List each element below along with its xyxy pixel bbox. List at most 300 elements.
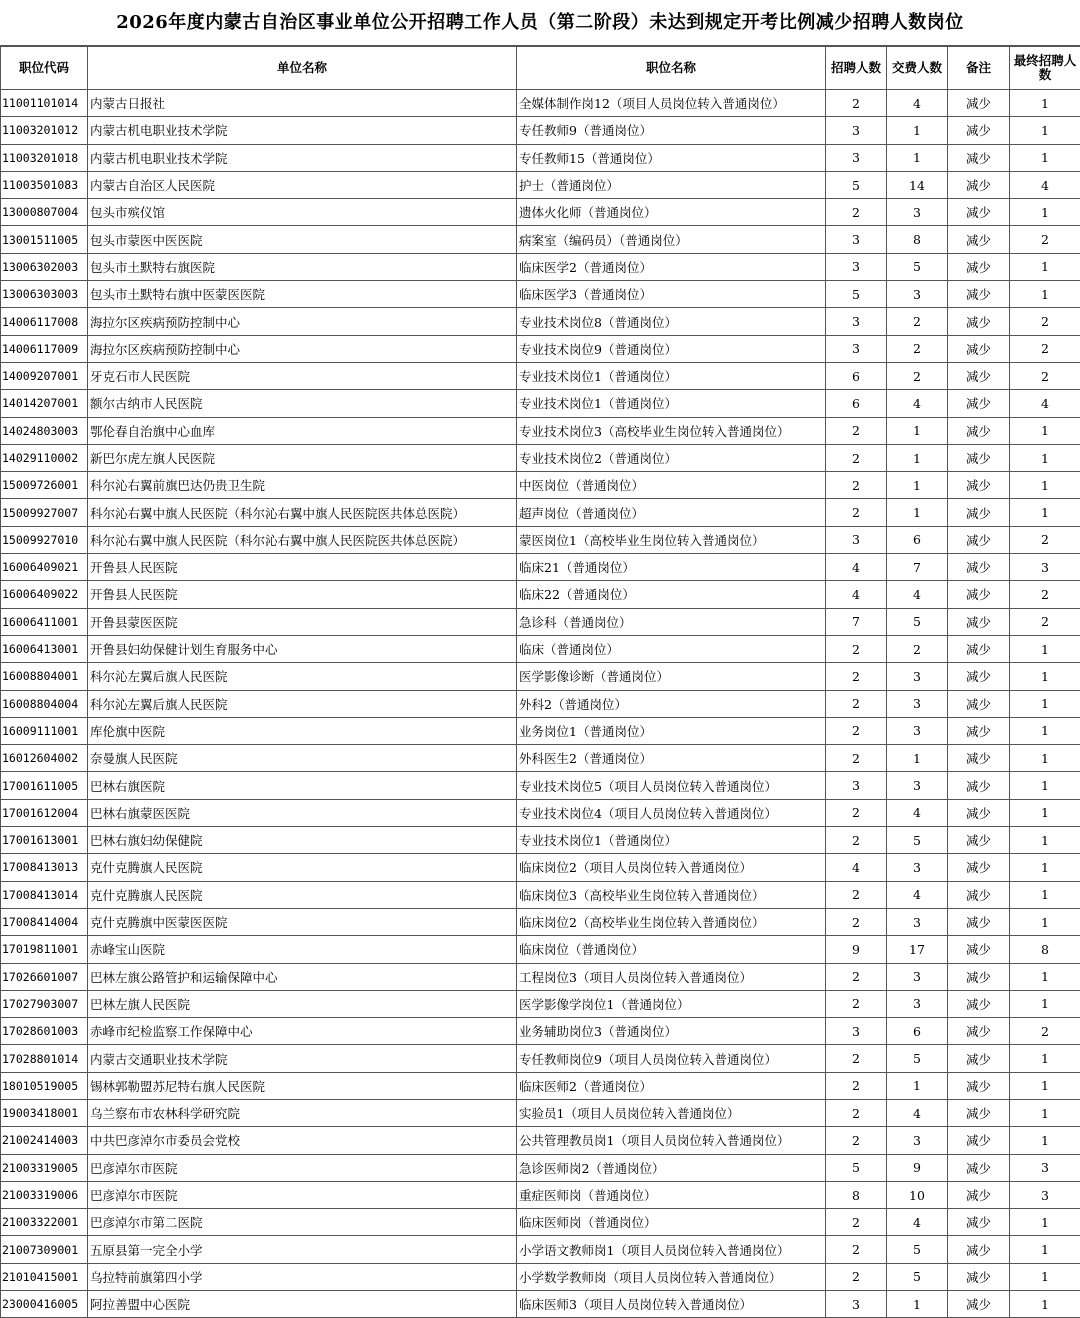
cell-recruit-count: 3: [826, 526, 887, 553]
cell-final-count: 1: [1010, 1263, 1080, 1290]
cell-unit-name: 锡林郭勒盟苏尼特右旗人民医院: [88, 1072, 517, 1099]
table-body: [1, 90, 1080, 1318]
cell-recruit-count: 2: [826, 635, 887, 662]
cell-unit-name: 科尔沁左翼后旗人民医院: [88, 663, 517, 690]
cell-final-count: 1: [1010, 799, 1080, 826]
cell-paid-count: 3: [887, 1127, 948, 1154]
cell-final-count: 2: [1010, 226, 1080, 253]
cell-final-count: 3: [1010, 1181, 1080, 1208]
cell-final-count: 1: [1010, 908, 1080, 935]
header-paid-count: 交费人数: [887, 47, 948, 90]
cell-paid-count: 4: [887, 1209, 948, 1236]
table-row: [1, 990, 1080, 1017]
cell-final-count: 1: [1010, 253, 1080, 280]
cell-position-name: 遗体火化师（普通岗位）: [517, 199, 826, 226]
table-row: [1, 1127, 1080, 1154]
cell-note: 减少: [948, 171, 1010, 198]
cell-final-count: 1: [1010, 472, 1080, 499]
cell-position-name: 临床21（普通岗位）: [517, 554, 826, 581]
cell-position-code: 14006117008: [1, 308, 88, 335]
cell-note: 减少: [948, 772, 1010, 799]
cell-final-count: 1: [1010, 1209, 1080, 1236]
table-row: [1, 581, 1080, 608]
cell-note: 减少: [948, 581, 1010, 608]
cell-paid-count: 1: [887, 417, 948, 444]
cell-position-name: 临床医学3（普通岗位）: [517, 281, 826, 308]
cell-recruit-count: 2: [826, 799, 887, 826]
cell-position-name: 专业技术岗位1（普通岗位）: [517, 362, 826, 389]
table-row: [1, 472, 1080, 499]
cell-position-name: 专业技术岗位4（项目人员岗位转入普通岗位）: [517, 799, 826, 826]
cell-paid-count: 17: [887, 936, 948, 963]
table-row: [1, 799, 1080, 826]
cell-position-code: 15009726001: [1, 472, 88, 499]
cell-unit-name: 巴林左旗人民医院: [88, 990, 517, 1017]
cell-position-code: 17027903007: [1, 990, 88, 1017]
cell-unit-name: 科尔沁右翼前旗巴达仍贵卫生院: [88, 472, 517, 499]
cell-recruit-count: 2: [826, 1099, 887, 1126]
cell-position-name: 专业技术岗位9（普通岗位）: [517, 335, 826, 362]
cell-final-count: 2: [1010, 308, 1080, 335]
cell-paid-count: 3: [887, 990, 948, 1017]
cell-unit-name: 赤峰宝山医院: [88, 936, 517, 963]
cell-recruit-count: 2: [826, 1127, 887, 1154]
table-row: [1, 362, 1080, 389]
cell-unit-name: 包头市土默特右旗中医蒙医医院: [88, 281, 517, 308]
header-position-name: 职位名称: [517, 47, 826, 90]
table-row: [1, 854, 1080, 881]
table-header-row: [1, 47, 1080, 90]
cell-position-code: 17008414004: [1, 908, 88, 935]
cell-position-name: 超声岗位（普通岗位）: [517, 499, 826, 526]
cell-position-name: 临床医师3（项目人员岗位转入普通岗位）: [517, 1291, 826, 1318]
cell-unit-name: 克什克腾旗中医蒙医医院: [88, 908, 517, 935]
table-row: [1, 963, 1080, 990]
cell-unit-name: 内蒙古自治区人民医院: [88, 171, 517, 198]
cell-paid-count: 2: [887, 335, 948, 362]
cell-note: 减少: [948, 745, 1010, 772]
cell-position-code: 15009927010: [1, 526, 88, 553]
cell-note: 减少: [948, 1127, 1010, 1154]
header-position-code: 职位代码: [1, 47, 88, 90]
cell-note: 减少: [948, 690, 1010, 717]
table-row: [1, 171, 1080, 198]
cell-unit-name: 巴林右旗医院: [88, 772, 517, 799]
cell-position-name: 病案室（编码员）（普通岗位）: [517, 226, 826, 253]
cell-final-count: 1: [1010, 717, 1080, 744]
cell-unit-name: 内蒙古日报社: [88, 90, 517, 117]
cell-position-code: 17028601003: [1, 1018, 88, 1045]
cell-paid-count: 2: [887, 362, 948, 389]
cell-position-name: 工程岗位3（项目人员岗位转入普通岗位）: [517, 963, 826, 990]
cell-position-name: 专业技术岗位1（普通岗位）: [517, 827, 826, 854]
header-unit-name: 单位名称: [88, 47, 517, 90]
cell-note: 减少: [948, 1045, 1010, 1072]
cell-paid-count: 5: [887, 253, 948, 280]
cell-note: 减少: [948, 936, 1010, 963]
cell-note: 减少: [948, 990, 1010, 1017]
table-row: [1, 1072, 1080, 1099]
cell-unit-name: 牙克石市人民医院: [88, 362, 517, 389]
cell-recruit-count: 2: [826, 1236, 887, 1263]
cell-paid-count: 9: [887, 1154, 948, 1181]
cell-recruit-count: 3: [826, 226, 887, 253]
cell-position-name: 专任教师岗位9（项目人员岗位转入普通岗位）: [517, 1045, 826, 1072]
cell-position-name: 专业技术岗位1（普通岗位）: [517, 390, 826, 417]
cell-unit-name: 乌兰察布市农林科学研究院: [88, 1099, 517, 1126]
cell-position-code: 11003501083: [1, 171, 88, 198]
cell-recruit-count: 2: [826, 1072, 887, 1099]
cell-position-name: 护士（普通岗位）: [517, 171, 826, 198]
table-row: [1, 90, 1080, 117]
cell-note: 减少: [948, 717, 1010, 744]
cell-paid-count: 3: [887, 199, 948, 226]
cell-position-code: 21003319006: [1, 1181, 88, 1208]
cell-paid-count: 5: [887, 608, 948, 635]
cell-position-name: 急诊科（普通岗位）: [517, 608, 826, 635]
table-row: [1, 608, 1080, 635]
cell-note: 减少: [948, 226, 1010, 253]
cell-final-count: 8: [1010, 936, 1080, 963]
cell-note: 减少: [948, 472, 1010, 499]
table-row: [1, 690, 1080, 717]
cell-note: 减少: [948, 554, 1010, 581]
cell-final-count: 1: [1010, 417, 1080, 444]
cell-unit-name: 巴林右旗蒙医医院: [88, 799, 517, 826]
cell-note: 减少: [948, 908, 1010, 935]
cell-note: 减少: [948, 663, 1010, 690]
cell-paid-count: 1: [887, 117, 948, 144]
cell-position-name: 急诊医师岗2（普通岗位）: [517, 1154, 826, 1181]
cell-paid-count: 2: [887, 635, 948, 662]
cell-unit-name: 巴彦淖尔市医院: [88, 1181, 517, 1208]
cell-position-name: 外科医生2（普通岗位）: [517, 745, 826, 772]
cell-recruit-count: 2: [826, 472, 887, 499]
cell-position-code: 16006409022: [1, 581, 88, 608]
header-recruit-count: 招聘人数: [826, 47, 887, 90]
cell-final-count: 2: [1010, 608, 1080, 635]
table-row: [1, 1154, 1080, 1181]
cell-paid-count: 3: [887, 908, 948, 935]
cell-position-code: 11003201018: [1, 144, 88, 171]
cell-recruit-count: 2: [826, 690, 887, 717]
table-row: [1, 444, 1080, 471]
cell-unit-name: 巴彦淖尔市医院: [88, 1154, 517, 1181]
cell-final-count: 1: [1010, 1291, 1080, 1318]
cell-position-code: 21010415001: [1, 1263, 88, 1290]
cell-paid-count: 2: [887, 308, 948, 335]
cell-position-code: 17028801014: [1, 1045, 88, 1072]
cell-position-name: 临床岗位（普通岗位）: [517, 936, 826, 963]
cell-paid-count: 1: [887, 1291, 948, 1318]
cell-final-count: 1: [1010, 1127, 1080, 1154]
table-row: [1, 772, 1080, 799]
cell-position-code: 17001611005: [1, 772, 88, 799]
table-row: [1, 226, 1080, 253]
cell-final-count: 1: [1010, 117, 1080, 144]
cell-paid-count: 5: [887, 1236, 948, 1263]
cell-position-code: 16006411001: [1, 608, 88, 635]
cell-recruit-count: 6: [826, 362, 887, 389]
cell-recruit-count: 4: [826, 854, 887, 881]
cell-paid-count: 1: [887, 444, 948, 471]
table-row: [1, 199, 1080, 226]
cell-recruit-count: 3: [826, 117, 887, 144]
table-row: [1, 1291, 1080, 1318]
cell-final-count: 1: [1010, 690, 1080, 717]
cell-position-code: 17001612004: [1, 799, 88, 826]
cell-position-code: 14014207001: [1, 390, 88, 417]
cell-recruit-count: 5: [826, 1154, 887, 1181]
cell-position-name: 业务辅助岗位3（普通岗位）: [517, 1018, 826, 1045]
cell-position-name: 专业技术岗位3（高校毕业生岗位转入普通岗位）: [517, 417, 826, 444]
cell-position-code: 13006302003: [1, 253, 88, 280]
cell-final-count: 1: [1010, 745, 1080, 772]
cell-position-name: 临床岗位2（项目人员岗位转入普通岗位）: [517, 854, 826, 881]
positions-table: [0, 46, 1080, 1318]
cell-unit-name: 海拉尔区疾病预防控制中心: [88, 308, 517, 335]
cell-paid-count: 4: [887, 581, 948, 608]
table-row: [1, 117, 1080, 144]
table-row: [1, 281, 1080, 308]
cell-final-count: 1: [1010, 963, 1080, 990]
cell-note: 减少: [948, 526, 1010, 553]
cell-unit-name: 包头市蒙医中医医院: [88, 226, 517, 253]
table-row: [1, 827, 1080, 854]
cell-position-name: 临床（普通岗位）: [517, 635, 826, 662]
cell-recruit-count: 2: [826, 499, 887, 526]
table-row: [1, 717, 1080, 744]
cell-final-count: 4: [1010, 171, 1080, 198]
cell-position-name: 小学语文教师岗1（项目人员岗位转入普通岗位）: [517, 1236, 826, 1263]
cell-final-count: 1: [1010, 990, 1080, 1017]
cell-note: 减少: [948, 1291, 1010, 1318]
cell-position-name: 蒙医岗位1（高校毕业生岗位转入普通岗位）: [517, 526, 826, 553]
cell-recruit-count: 4: [826, 554, 887, 581]
cell-note: 减少: [948, 308, 1010, 335]
cell-note: 减少: [948, 90, 1010, 117]
cell-unit-name: 巴彦淖尔市第二医院: [88, 1209, 517, 1236]
cell-paid-count: 6: [887, 1018, 948, 1045]
cell-unit-name: 赤峰市纪检监察工作保障中心: [88, 1018, 517, 1045]
cell-unit-name: 克什克腾旗人民医院: [88, 854, 517, 881]
cell-final-count: 1: [1010, 1099, 1080, 1126]
cell-position-name: 临床医学2（普通岗位）: [517, 253, 826, 280]
cell-recruit-count: 5: [826, 171, 887, 198]
cell-final-count: 1: [1010, 827, 1080, 854]
cell-paid-count: 5: [887, 827, 948, 854]
cell-recruit-count: 2: [826, 908, 887, 935]
cell-position-name: 小学数学教师岗（项目人员岗位转入普通岗位）: [517, 1263, 826, 1290]
cell-paid-count: 3: [887, 690, 948, 717]
page-title: 2026年度内蒙古自治区事业单位公开招聘工作人员（第二阶段）未达到规定开考比例减少招聘人数岗位: [0, 0, 1080, 46]
cell-paid-count: 3: [887, 281, 948, 308]
table-row: [1, 1099, 1080, 1126]
cell-position-code: 13006303003: [1, 281, 88, 308]
cell-final-count: 1: [1010, 444, 1080, 471]
cell-note: 减少: [948, 854, 1010, 881]
cell-recruit-count: 3: [826, 1291, 887, 1318]
cell-final-count: 1: [1010, 881, 1080, 908]
cell-note: 减少: [948, 1209, 1010, 1236]
cell-final-count: 1: [1010, 144, 1080, 171]
cell-unit-name: 额尔古纳市人民医院: [88, 390, 517, 417]
cell-note: 减少: [948, 1018, 1010, 1045]
cell-recruit-count: 3: [826, 772, 887, 799]
cell-final-count: 1: [1010, 1236, 1080, 1263]
table-row: [1, 1018, 1080, 1045]
table-row: [1, 253, 1080, 280]
cell-final-count: 2: [1010, 1018, 1080, 1045]
cell-paid-count: 4: [887, 881, 948, 908]
table-row: [1, 1181, 1080, 1208]
cell-paid-count: 4: [887, 1099, 948, 1126]
cell-unit-name: 开鲁县妇幼保健计划生育服务中心: [88, 635, 517, 662]
cell-note: 减少: [948, 335, 1010, 362]
cell-final-count: 1: [1010, 1045, 1080, 1072]
cell-paid-count: 8: [887, 226, 948, 253]
cell-position-code: 16006413001: [1, 635, 88, 662]
cell-unit-name: 新巴尔虎左旗人民医院: [88, 444, 517, 471]
cell-unit-name: 乌拉特前旗第四小学: [88, 1263, 517, 1290]
cell-position-name: 临床医师岗（普通岗位）: [517, 1209, 826, 1236]
cell-paid-count: 1: [887, 499, 948, 526]
cell-final-count: 2: [1010, 581, 1080, 608]
cell-unit-name: 奈曼旗人民医院: [88, 745, 517, 772]
cell-paid-count: 3: [887, 717, 948, 744]
cell-paid-count: 5: [887, 1263, 948, 1290]
cell-note: 减少: [948, 362, 1010, 389]
table-row: [1, 1209, 1080, 1236]
cell-paid-count: 1: [887, 1072, 948, 1099]
cell-recruit-count: 6: [826, 390, 887, 417]
cell-unit-name: 内蒙古机电职业技术学院: [88, 117, 517, 144]
table-row: [1, 663, 1080, 690]
cell-recruit-count: 2: [826, 745, 887, 772]
cell-unit-name: 中共巴彦淖尔市委员会党校: [88, 1127, 517, 1154]
cell-position-name: 临床医师2（普通岗位）: [517, 1072, 826, 1099]
cell-position-name: 专任教师9（普通岗位）: [517, 117, 826, 144]
cell-note: 减少: [948, 799, 1010, 826]
table-row: [1, 881, 1080, 908]
cell-note: 减少: [948, 117, 1010, 144]
cell-note: 减少: [948, 1154, 1010, 1181]
cell-recruit-count: 3: [826, 144, 887, 171]
cell-position-code: 21003322001: [1, 1209, 88, 1236]
cell-recruit-count: 7: [826, 608, 887, 635]
cell-final-count: 4: [1010, 390, 1080, 417]
cell-final-count: 1: [1010, 663, 1080, 690]
cell-unit-name: 内蒙古交通职业技术学院: [88, 1045, 517, 1072]
cell-recruit-count: 2: [826, 1045, 887, 1072]
cell-note: 减少: [948, 253, 1010, 280]
cell-unit-name: 包头市土默特右旗医院: [88, 253, 517, 280]
cell-position-code: 18010519005: [1, 1072, 88, 1099]
cell-position-code: 16009111001: [1, 717, 88, 744]
cell-position-name: 实验员1（项目人员岗位转入普通岗位）: [517, 1099, 826, 1126]
table-row: [1, 908, 1080, 935]
cell-position-code: 16008804001: [1, 663, 88, 690]
cell-position-code: 16008804004: [1, 690, 88, 717]
table-row: [1, 936, 1080, 963]
cell-paid-count: 3: [887, 963, 948, 990]
cell-position-code: 21003319005: [1, 1154, 88, 1181]
cell-position-name: 专业技术岗位8（普通岗位）: [517, 308, 826, 335]
cell-position-name: 专业技术岗位2（普通岗位）: [517, 444, 826, 471]
cell-recruit-count: 2: [826, 881, 887, 908]
cell-final-count: 1: [1010, 90, 1080, 117]
table-row: [1, 1236, 1080, 1263]
cell-recruit-count: 2: [826, 1209, 887, 1236]
cell-paid-count: 3: [887, 772, 948, 799]
cell-recruit-count: 3: [826, 308, 887, 335]
cell-note: 减少: [948, 963, 1010, 990]
cell-note: 减少: [948, 1236, 1010, 1263]
cell-position-code: 14006117009: [1, 335, 88, 362]
cell-note: 减少: [948, 199, 1010, 226]
cell-recruit-count: 2: [826, 663, 887, 690]
cell-position-code: 16012604002: [1, 745, 88, 772]
table-row: [1, 144, 1080, 171]
cell-position-name: 全媒体制作岗12（项目人员岗位转入普通岗位）: [517, 90, 826, 117]
cell-recruit-count: 2: [826, 990, 887, 1017]
cell-note: 减少: [948, 281, 1010, 308]
cell-unit-name: 克什克腾旗人民医院: [88, 881, 517, 908]
cell-recruit-count: 2: [826, 827, 887, 854]
cell-recruit-count: 2: [826, 90, 887, 117]
table-row: [1, 745, 1080, 772]
table-row: [1, 390, 1080, 417]
cell-position-code: 14029110002: [1, 444, 88, 471]
table-row: [1, 499, 1080, 526]
cell-position-code: 11001101014: [1, 90, 88, 117]
cell-paid-count: 6: [887, 526, 948, 553]
table-row: [1, 335, 1080, 362]
cell-final-count: 1: [1010, 281, 1080, 308]
cell-unit-name: 巴林左旗公路管护和运输保障中心: [88, 963, 517, 990]
cell-position-code: 17001613001: [1, 827, 88, 854]
cell-note: 减少: [948, 1181, 1010, 1208]
cell-note: 减少: [948, 390, 1010, 417]
cell-paid-count: 5: [887, 1045, 948, 1072]
cell-note: 减少: [948, 144, 1010, 171]
cell-unit-name: 五原县第一完全小学: [88, 1236, 517, 1263]
cell-note: 减少: [948, 499, 1010, 526]
cell-unit-name: 开鲁县蒙医医院: [88, 608, 517, 635]
cell-recruit-count: 2: [826, 444, 887, 471]
cell-note: 减少: [948, 444, 1010, 471]
cell-position-code: 21002414003: [1, 1127, 88, 1154]
cell-recruit-count: 9: [826, 936, 887, 963]
cell-recruit-count: 8: [826, 1181, 887, 1208]
cell-position-code: 19003418001: [1, 1099, 88, 1126]
cell-position-name: 临床岗位3（高校毕业生岗位转入普通岗位）: [517, 881, 826, 908]
cell-unit-name: 内蒙古机电职业技术学院: [88, 144, 517, 171]
cell-final-count: 1: [1010, 499, 1080, 526]
cell-note: 减少: [948, 881, 1010, 908]
cell-paid-count: 1: [887, 144, 948, 171]
cell-final-count: 1: [1010, 635, 1080, 662]
cell-unit-name: 开鲁县人民医院: [88, 554, 517, 581]
cell-final-count: 1: [1010, 854, 1080, 881]
cell-note: 减少: [948, 608, 1010, 635]
cell-paid-count: 7: [887, 554, 948, 581]
table-row: [1, 554, 1080, 581]
cell-note: 减少: [948, 1099, 1010, 1126]
cell-recruit-count: 5: [826, 281, 887, 308]
cell-paid-count: 10: [887, 1181, 948, 1208]
cell-recruit-count: 3: [826, 335, 887, 362]
